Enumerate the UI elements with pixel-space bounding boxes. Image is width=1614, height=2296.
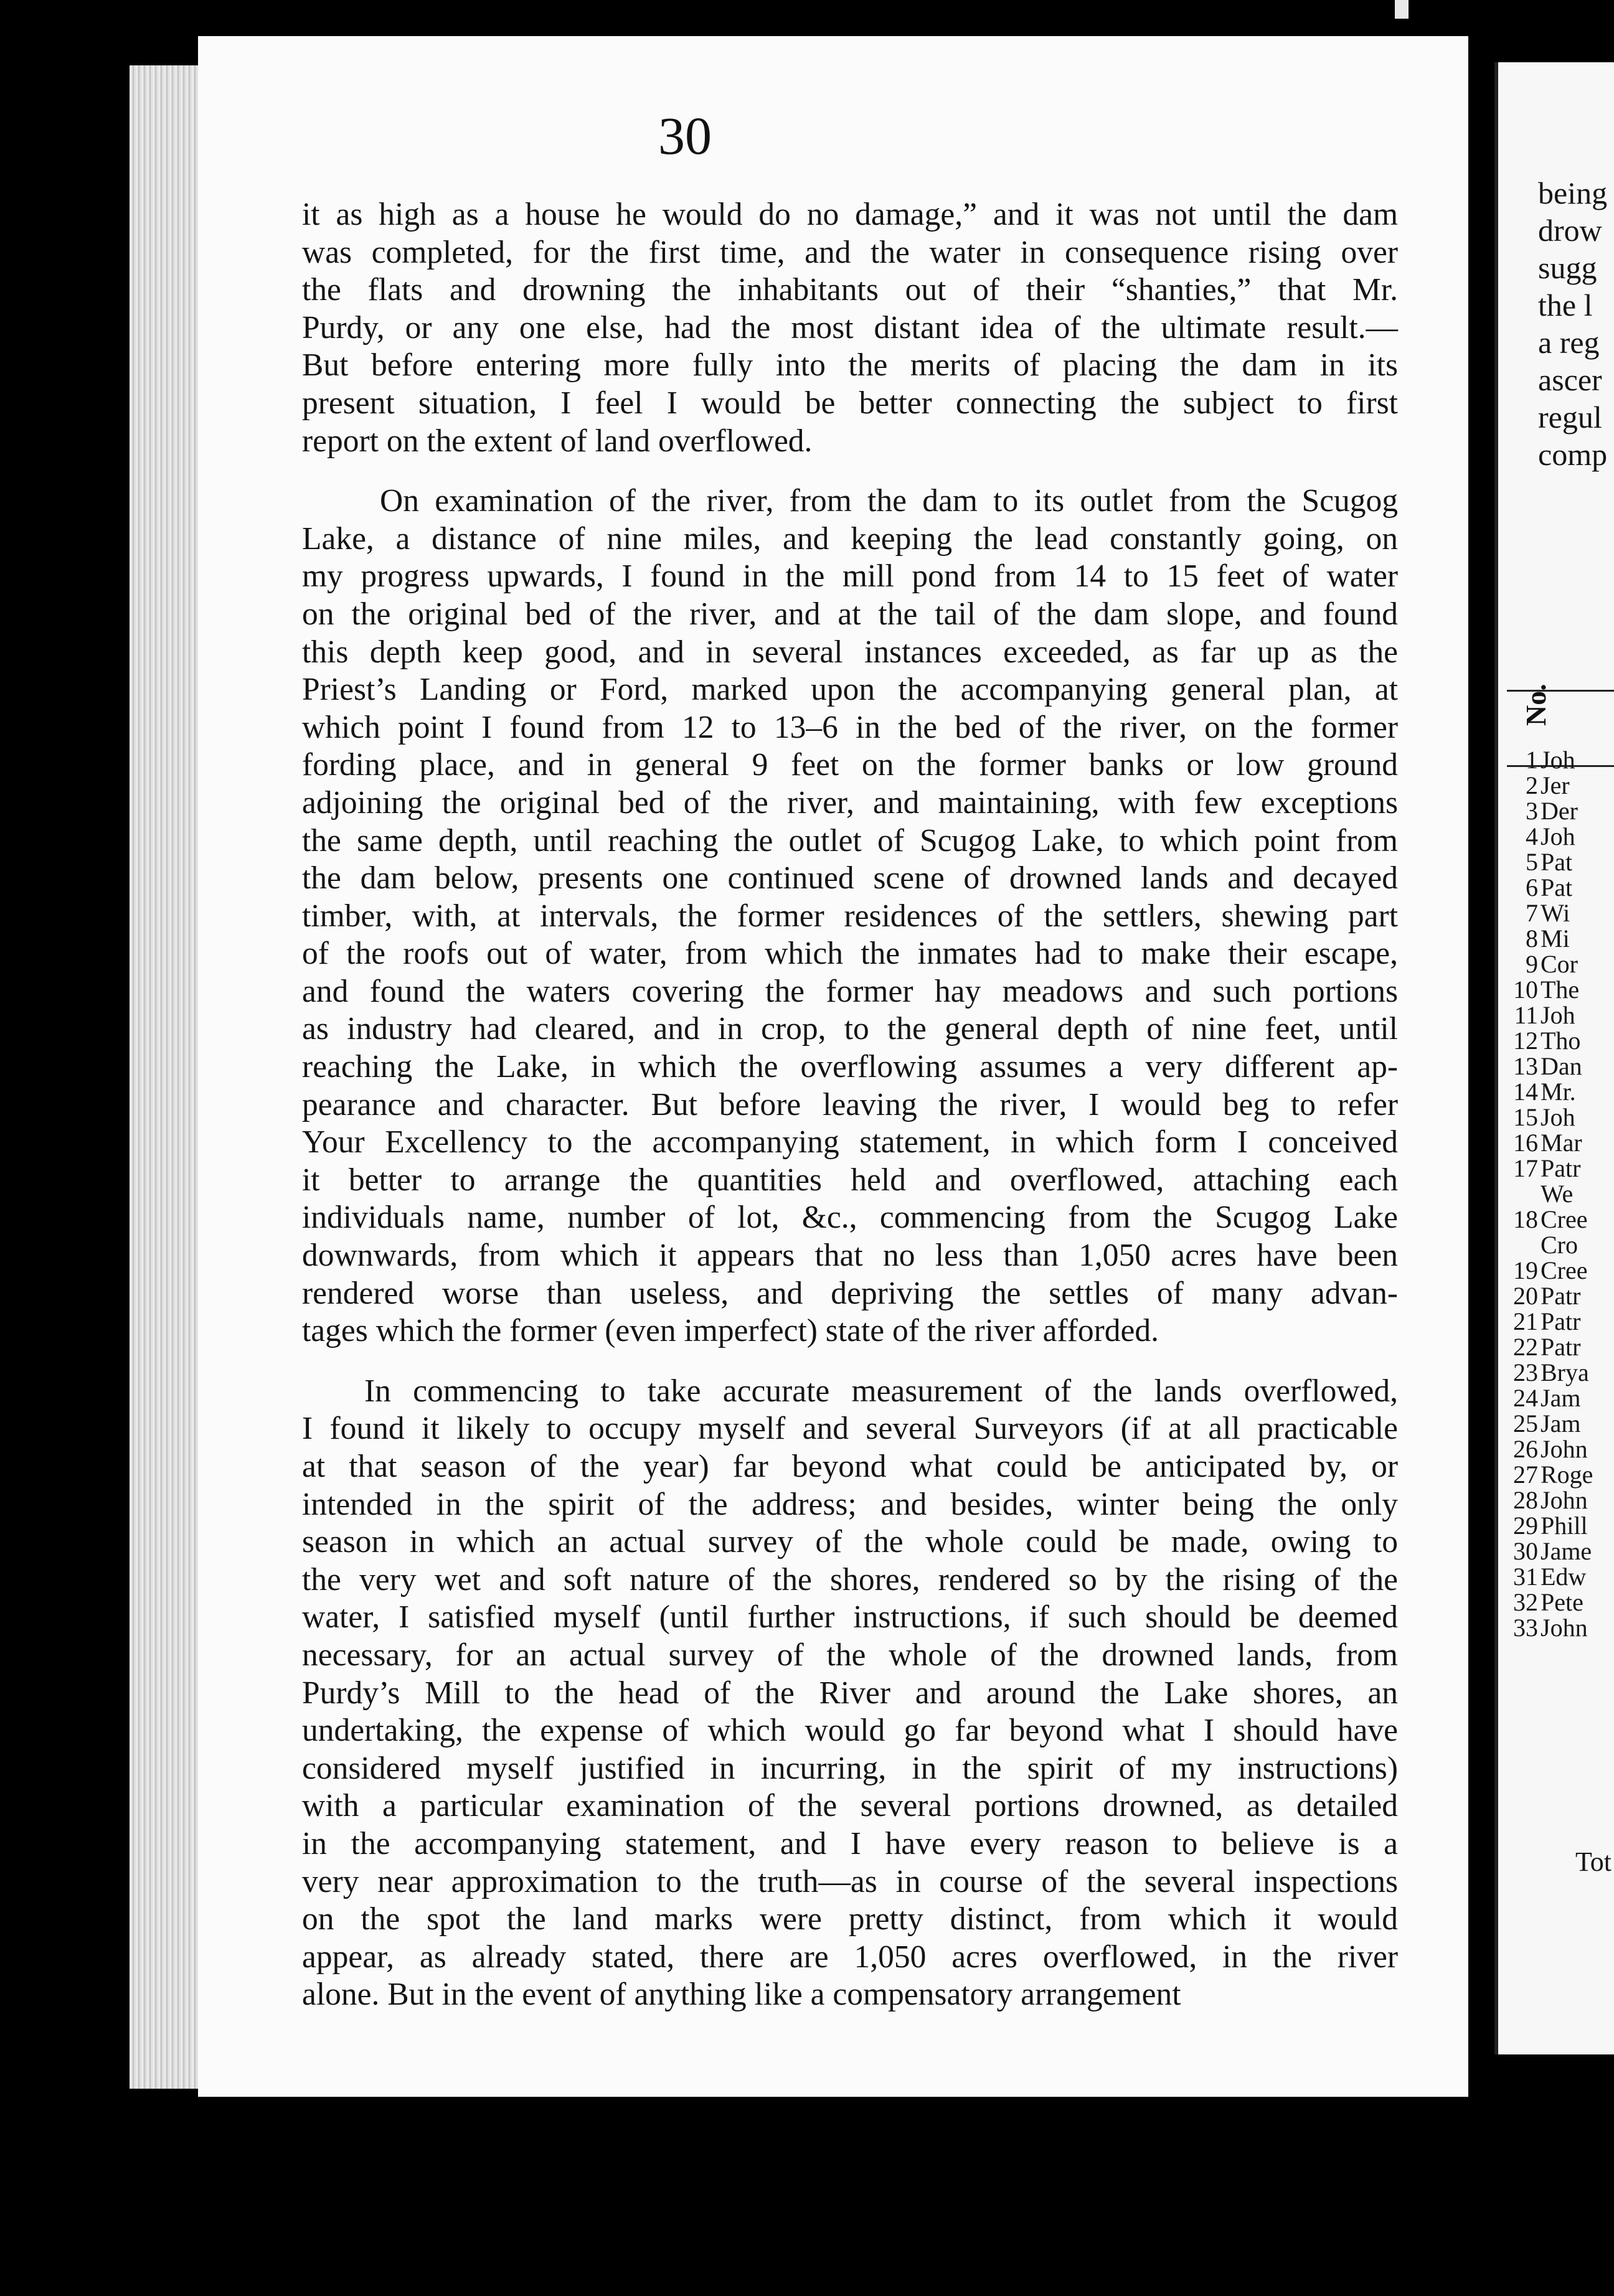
- row-name-fragment: John: [1541, 1614, 1588, 1642]
- row-number: 2: [1526, 771, 1538, 799]
- row-name-fragment: Dan: [1541, 1052, 1582, 1080]
- row-number: 9: [1526, 950, 1538, 978]
- table-row: [1501, 1232, 1578, 1258]
- text-line: was completed, for the first time, and the water in consequence rising over: [302, 234, 1398, 270]
- table-row: [1501, 849, 1572, 875]
- fragment-line: the l: [1538, 288, 1593, 322]
- text-line: intended in the spirit of the address; and besides, winter being the only: [302, 1486, 1398, 1522]
- table-row: [1501, 1283, 1580, 1309]
- table-row: [1501, 824, 1575, 849]
- text-line: at that season of the year) far beyond what could be anticipated by, or: [302, 1449, 1398, 1484]
- row-name-fragment: Cree: [1541, 1256, 1588, 1284]
- row-name-fragment: John: [1541, 1486, 1588, 1514]
- text-line: the flats and drowning the inhabitants out of their “shanties,” that Mr.: [302, 272, 1398, 308]
- table-row: [1501, 1538, 1592, 1564]
- table-row: [1501, 798, 1578, 824]
- text-line: it better to arrange the quantities held and overflowed, attaching each: [302, 1162, 1398, 1198]
- table-row: [1501, 1385, 1580, 1411]
- text-line: But before entering more fully into the merits of placing the dam in its: [302, 347, 1398, 383]
- row-name-fragment: Patr: [1541, 1154, 1581, 1182]
- adjacent-page-top-fragment: [1538, 174, 1607, 473]
- text-line: on the spot the land marks were pretty distinct, from which it would: [302, 1901, 1398, 1937]
- row-name-fragment: Pat: [1541, 873, 1573, 901]
- row-number: 18: [1513, 1205, 1538, 1233]
- row-number: 5: [1526, 848, 1538, 876]
- paragraph: [302, 196, 1398, 460]
- fragment-line: a reg: [1538, 325, 1600, 360]
- row-number: 13: [1513, 1052, 1538, 1080]
- text-line: on the original bed of the river, and at the tail of the dam slope, and found: [302, 596, 1398, 632]
- text-line: In commencing to take accurate measurement of the lands overflowed,: [364, 1373, 1398, 1409]
- fragment-line: regul: [1538, 400, 1602, 435]
- text-line: alone. But in the event of anything like a compensatory arrangement: [302, 1977, 1181, 2013]
- row-number: 32: [1513, 1588, 1538, 1616]
- row-name-fragment: Tho: [1541, 1027, 1581, 1055]
- text-line: necessary, for an actual survey of the whole of the drowned lands, from: [302, 1637, 1398, 1673]
- table-row: [1501, 1155, 1580, 1181]
- row-name-fragment: Jer: [1541, 771, 1570, 799]
- table-row: [1501, 1462, 1593, 1487]
- text-line: Purdy’s Mill to the head of the River and around the Lake shores, an: [302, 1675, 1398, 1711]
- table-row: [1501, 1334, 1580, 1360]
- row-name-fragment: We: [1541, 1180, 1574, 1208]
- table-row: [1501, 1564, 1586, 1589]
- table-row: [1501, 900, 1570, 926]
- row-number: 31: [1513, 1563, 1538, 1591]
- row-number: 12: [1513, 1027, 1538, 1055]
- row-number: 22: [1513, 1333, 1538, 1361]
- fragment-line: comp: [1538, 437, 1608, 472]
- table-row: [1501, 951, 1578, 977]
- row-number: 11: [1514, 1001, 1538, 1029]
- table-row: [1501, 1487, 1588, 1513]
- row-name-fragment: Mi: [1541, 925, 1570, 953]
- table-row: [1501, 1207, 1588, 1232]
- row-number: 26: [1513, 1435, 1538, 1463]
- text-line: Your Excellency to the accompanying statement, in which form I conceived: [302, 1124, 1398, 1160]
- row-number: 23: [1513, 1358, 1538, 1386]
- row-name-fragment: Roge: [1541, 1461, 1593, 1489]
- row-number: 15: [1513, 1103, 1538, 1131]
- table-row: [1501, 1079, 1576, 1104]
- row-name-fragment: Patr: [1541, 1282, 1581, 1310]
- body-text: [302, 196, 1398, 2014]
- table-row: [1501, 1028, 1580, 1053]
- row-name-fragment: Joh: [1541, 1001, 1575, 1029]
- table-row: [1501, 1589, 1583, 1615]
- text-line: tages which the former (even imperfect) state of the river afforded.: [302, 1313, 1159, 1349]
- table-row: [1501, 747, 1575, 773]
- text-line: Priest’s Landing or Ford, marked upon the accompanying general plan, at: [302, 672, 1398, 708]
- text-line: very near approximation to the truth—as in course of the several inspections: [302, 1863, 1398, 1899]
- row-number: 17: [1513, 1154, 1538, 1182]
- row-name-fragment: John: [1541, 1435, 1588, 1463]
- text-line: in the accompanying statement, and I have every reason to believe is a: [302, 1825, 1398, 1861]
- text-line: water, I satisfied myself (until further instructions, if such should be deemed: [302, 1599, 1398, 1635]
- text-line: downwards, from which it appears that no less than 1,050 acres have been: [302, 1238, 1398, 1274]
- table-row: [1501, 773, 1570, 798]
- row-name-fragment: The: [1541, 976, 1580, 1004]
- fragment-line: drow: [1538, 213, 1602, 248]
- text-line: with a particular examination of the several portions drowned, as detailed: [302, 1788, 1398, 1824]
- row-number: 20: [1513, 1282, 1538, 1310]
- table-row: [1501, 977, 1579, 1002]
- row-number: 16: [1513, 1129, 1538, 1157]
- text-line: pearance and character. But before leaving the river, I would beg to refer: [302, 1086, 1398, 1122]
- text-line: rendered worse than useless, and depriving the settles of many advan-: [302, 1275, 1398, 1311]
- row-number: 3: [1526, 797, 1538, 825]
- row-name-fragment: Mar: [1541, 1129, 1582, 1157]
- row-number: 1: [1526, 746, 1538, 774]
- page-corner-mark: [1395, 0, 1409, 19]
- text-line: the same depth, until reaching the outlet of Scugog Lake, to which point from: [302, 822, 1398, 859]
- row-name-fragment: Joh: [1541, 746, 1575, 774]
- row-number: 25: [1513, 1409, 1538, 1437]
- row-name-fragment: Phill: [1541, 1512, 1588, 1540]
- row-name-fragment: Joh: [1541, 822, 1575, 850]
- row-number: 24: [1513, 1384, 1538, 1412]
- row-number: 28: [1513, 1486, 1538, 1514]
- table-row: [1501, 1104, 1575, 1130]
- table-row: [1501, 1130, 1582, 1155]
- row-number: 7: [1526, 899, 1538, 927]
- row-name-fragment: Jam: [1541, 1384, 1581, 1412]
- text-line: adjoining the original bed of the river, and maintaining, with few exceptions: [302, 784, 1398, 821]
- adjacent-total-label: Tot: [1575, 1847, 1612, 1877]
- row-number: 27: [1513, 1461, 1538, 1489]
- text-line: reaching the Lake, in which the overflowing assumes a very different ap-: [302, 1049, 1398, 1085]
- text-line: timber, with, at intervals, the former residences of the settlers, shewing part: [302, 898, 1398, 934]
- text-line: present situation, I feel I would be better connecting the subject to first: [302, 385, 1398, 421]
- row-name-fragment: Jame: [1541, 1537, 1592, 1565]
- table-row: [1501, 1360, 1589, 1385]
- row-name-fragment: Patr: [1541, 1333, 1581, 1361]
- text-line: I found it likely to occupy myself and several Surveyors (if at all practicable: [302, 1411, 1398, 1447]
- row-name-fragment: Mr.: [1541, 1078, 1576, 1106]
- paragraph: [302, 482, 1398, 1350]
- text-line: considered myself justified in incurring, in the spirit of my instructions): [302, 1750, 1398, 1786]
- table-row: [1501, 1258, 1588, 1283]
- row-name-fragment: Patr: [1541, 1307, 1581, 1335]
- row-name-fragment: Joh: [1541, 1103, 1575, 1131]
- table-row: [1501, 1053, 1582, 1079]
- fragment-line: sugg: [1538, 250, 1597, 285]
- table-row: [1501, 1309, 1580, 1334]
- table-row: [1501, 1615, 1588, 1640]
- text-line: my progress upwards, I found in the mill pond from 14 to 15 feet of water: [302, 558, 1398, 595]
- text-line: it as high as a house he would do no damage,” and it was not until the dam: [302, 197, 1398, 232]
- row-number: 8: [1526, 925, 1538, 953]
- text-line: the very wet and soft nature of the shores, rendered so by the rising of the: [302, 1561, 1398, 1597]
- row-number: 33: [1513, 1614, 1538, 1642]
- table-row: [1501, 1181, 1573, 1207]
- row-name-fragment: Brya: [1541, 1358, 1589, 1386]
- row-number: 19: [1513, 1256, 1538, 1284]
- row-number: 21: [1513, 1307, 1538, 1335]
- text-line: individuals name, number of lot, &c., commencing from the Scugog Lake: [302, 1200, 1398, 1236]
- fragment-line: ascer: [1538, 362, 1602, 397]
- text-line: the dam below, presents one continued scene of drowned lands and decayed: [302, 860, 1398, 896]
- no-column-header: No.: [1520, 684, 1552, 726]
- row-name-fragment: Edw: [1541, 1563, 1587, 1591]
- row-number: 10: [1513, 976, 1538, 1004]
- table-row: [1501, 1002, 1575, 1028]
- row-name-fragment: Pete: [1541, 1588, 1583, 1616]
- text-line: as industry had cleared, and in crop, to the general depth of nine feet, until: [302, 1011, 1398, 1047]
- row-name-fragment: Cro: [1541, 1231, 1578, 1259]
- row-number: 29: [1513, 1512, 1538, 1540]
- row-number: 30: [1513, 1537, 1538, 1565]
- text-line: of the roofs out of water, from which the inmates had to make their escape,: [302, 936, 1398, 972]
- row-number: 4: [1526, 822, 1538, 850]
- table-row: [1501, 926, 1570, 951]
- text-line: appear, as already stated, there are 1,050 acres overflowed, in the river: [302, 1939, 1398, 1975]
- page-number: 30: [658, 106, 712, 166]
- table-row: [1501, 1436, 1588, 1462]
- text-line: Purdy, or any one else, had the most distant idea of the ultimate result.—: [302, 309, 1398, 346]
- text-line: which point I found from 12 to 13–6 in the bed of the river, on the former: [302, 709, 1398, 745]
- text-line: season in which an actual survey of the whole could be made, owing to: [302, 1524, 1398, 1560]
- text-line: and found the waters covering the former hay meadows and such portions: [302, 973, 1398, 1009]
- row-name-fragment: Cree: [1541, 1205, 1588, 1233]
- book-spine-edge: [130, 65, 198, 2089]
- fragment-line: being: [1538, 176, 1608, 210]
- row-number: 14: [1513, 1078, 1538, 1106]
- text-line: On examination of the river, from the dam to its outlet from the Scugog: [380, 483, 1398, 519]
- table-row: [1501, 1411, 1580, 1436]
- row-name-fragment: Jam: [1541, 1409, 1581, 1437]
- row-name-fragment: Pat: [1541, 848, 1573, 876]
- paragraph: [302, 1373, 1398, 2014]
- text-line: this depth keep good, and in several instances exceeded, as far up as the: [302, 634, 1398, 670]
- row-number: 6: [1526, 873, 1538, 901]
- table-row: [1501, 1513, 1588, 1538]
- text-line: report on the extent of land overflowed.: [302, 423, 813, 459]
- row-name-fragment: Der: [1541, 797, 1578, 825]
- text-line: undertaking, the expense of which would go far beyond what I should have: [302, 1713, 1398, 1749]
- row-name-fragment: Cor: [1541, 950, 1578, 978]
- text-line: fording place, and in general 9 feet on the former banks or low ground: [302, 747, 1398, 783]
- text-line: Lake, a distance of nine miles, and keeping the lead constantly going, on: [302, 520, 1398, 557]
- row-name-fragment: Wi: [1541, 899, 1570, 927]
- table-row: [1501, 875, 1572, 900]
